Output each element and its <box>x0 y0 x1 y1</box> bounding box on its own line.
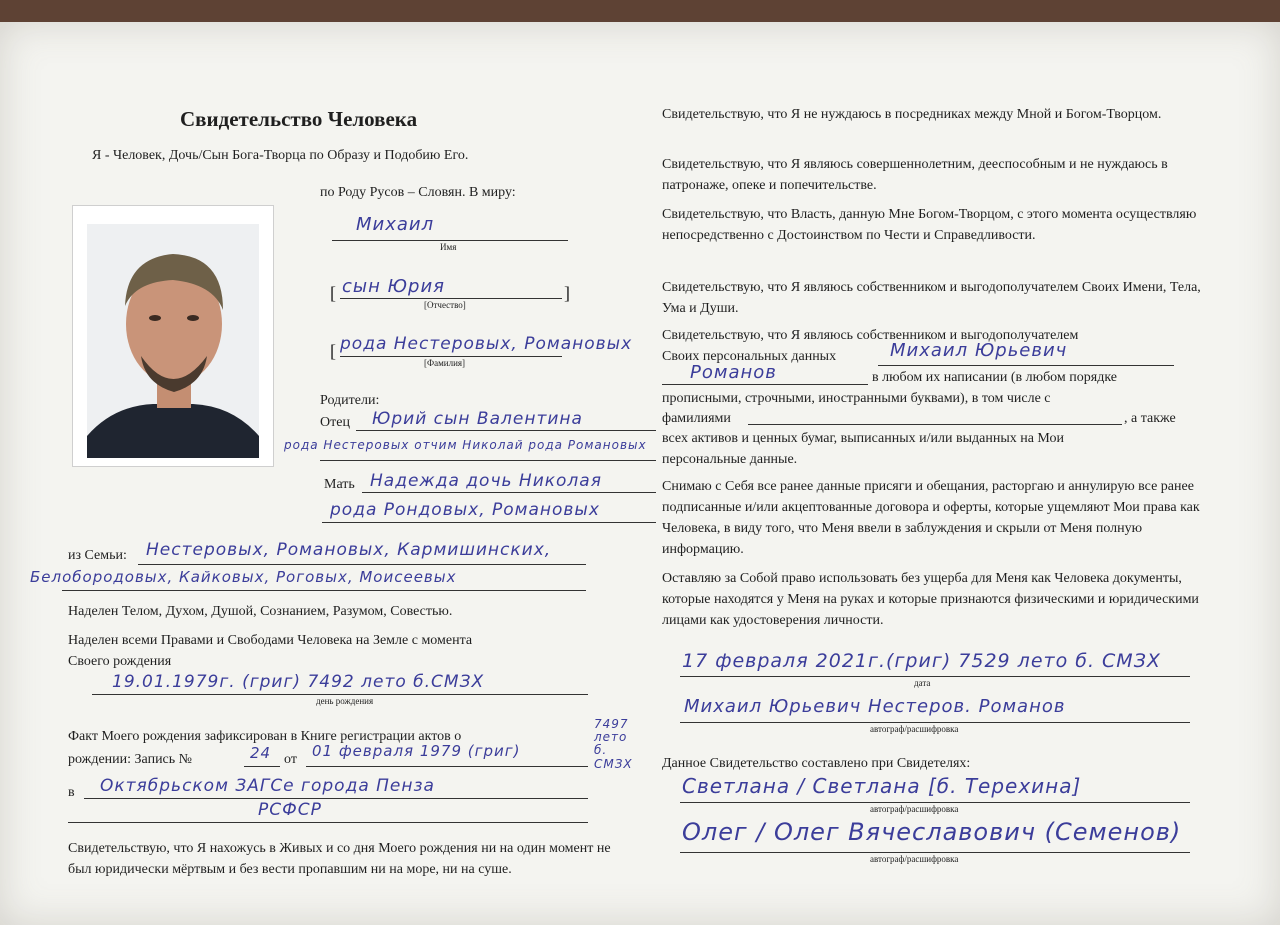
statement-1: Свидетельствую, что Я не нуждаюсь в посредниках между Мной и Богом-Творцом. <box>662 107 1162 122</box>
statement-5-line-1: Свидетельствую, что Я являюсь собственником и выгодополучателем <box>662 328 1079 343</box>
witness-2-caption: автограф/расшифровка <box>870 854 959 864</box>
name-underline <box>332 240 568 241</box>
statement-6: Снимаю с Себя все ранее данные присяги и обещания, расторгаю и аннулирую все ранее подписанные и/или акцептованные договора и оферты, которые ущемляют Мои права как Человека, в виду того, что Меня ввели в заблуждения и скрыли от Меня полную информацию. <box>662 479 1200 557</box>
registration-in-label: в <box>68 785 75 800</box>
rod-line: по Роду Русов – Словян. В миру: <box>320 185 516 200</box>
place-handwritten-2: РСФСР <box>258 800 322 820</box>
personal-data-handwritten-2: Романов <box>690 362 777 383</box>
endowed-line-1: Наделен Телом, Духом, Душой, Сознанием, Разумом, Совестью. <box>68 604 453 619</box>
registration-line-2a: рождении: Запись № <box>68 752 193 767</box>
bracket-close: ] <box>564 283 570 303</box>
statement-5-line-5a: фамилиями <box>662 411 731 426</box>
registration-line-2b: от <box>284 752 297 767</box>
statement-3: Свидетельствую, что Власть, данную Мне Богом-Творцом, с этого момента осуществляю непосредственно с Достоинством по Чести и Справедливости. <box>662 207 1197 243</box>
family-underline-1 <box>138 564 586 565</box>
family-underline-2 <box>62 590 586 591</box>
document-title: Свидетельство Человека <box>180 107 418 131</box>
father-handwritten-2: рода Нестеровых отчим Николай рода Романовых <box>284 438 647 452</box>
witness-1-handwritten: Светлана / Светлана [б. Терехина] <box>682 774 1082 798</box>
statement-5-line-4: прописными, строчными, иностранными буквами), в том числе с <box>662 391 1051 406</box>
parents-label: Родители: <box>320 393 380 408</box>
surname-underline <box>340 356 562 357</box>
birth-date-underline <box>92 694 588 695</box>
personal-data-handwritten-1: Михаил Юрьевич <box>890 340 1068 361</box>
registration-line-1: Факт Моего рождения зафиксирован в Книге регистрации актов о <box>68 729 462 744</box>
birth-date-caption: день рождения <box>316 696 374 706</box>
record-number-underline <box>244 766 280 767</box>
record-side-note: 7497 лето б. СМЗХ <box>594 717 633 771</box>
alive-statement: Свидетельствую, что Я нахожусь в Живых и со дня Моего рождения ни на один момент не был юридически мёртвым и без вести пропавшим ни на море, ни на суше. <box>68 841 611 877</box>
record-number-handwritten: 24 <box>250 744 272 762</box>
surname-handwritten: рода Нестеровых, Романовых <box>340 334 633 354</box>
witness-2-handwritten: Олег / Олег Вячеславович (Семенов) <box>682 818 1182 846</box>
statement-4: Свидетельствую, что Я являюсь собственником и выгодополучателем Своих Имени, Тела, Ума и Души. <box>662 280 1201 316</box>
mother-underline-2 <box>322 522 656 523</box>
father-handwritten-1: Юрий сын Валентина <box>372 409 583 429</box>
statement-5-line-2: Своих персональных данных <box>662 349 837 364</box>
signing-date-underline <box>680 676 1190 677</box>
place-underline-2 <box>68 822 588 823</box>
autograph-handwritten: Михаил Юрьевич Нестеров. Романов <box>684 696 1066 717</box>
document-subtitle: Я - Человек, Дочь/Сын Бога-Творца по Образу и Подобию Его. <box>92 148 469 163</box>
witness-2-underline <box>680 852 1190 853</box>
place-underline-1 <box>84 798 588 799</box>
father-underline-2 <box>320 460 656 461</box>
father-label: Отец <box>320 415 350 430</box>
signing-date-handwritten: 17 февраля 2021г.(григ) 7529 лето б. СМЗХ <box>682 650 1161 672</box>
patronymic-caption: [Отчество] <box>424 300 466 310</box>
personal-data-underline-1 <box>878 365 1174 366</box>
personal-data-underline-2 <box>662 384 868 385</box>
record-date-underline <box>306 766 588 767</box>
place-handwritten-1: Октябрьском ЗАГСе города Пенза <box>100 776 435 796</box>
family-label: из Семьи: <box>68 548 127 563</box>
patronymic-handwritten: сын Юрия <box>342 276 445 297</box>
name-caption: Имя <box>440 242 457 252</box>
record-date-handwritten: 01 февраля 1979 (григ) <box>312 742 521 760</box>
family-handwritten-2: Белобородовых, Кайковых, Роговых, Моисеевых <box>30 568 457 586</box>
name-handwritten: Михаил <box>356 214 435 235</box>
statement-5-line-6: всех активов и ценных бумаг, выписанных и/или выданных на Мои <box>662 431 1065 446</box>
statement-2: Свидетельствую, что Я являюсь совершеннолетним, дееспособным и не нуждаюсь в патронаже, опеке и попечительстве. <box>662 157 1168 193</box>
statement-5-line-3: в любом их написании (в любом порядке <box>872 370 1117 385</box>
mother-handwritten-2: рода Рондовых, Романовых <box>330 500 600 520</box>
patronymic-underline <box>340 298 562 299</box>
statement-5-line-5b: , а также <box>1124 411 1176 426</box>
statement-7: Оставляю за Собой право использовать без ущерба для Меня как Человека документы, которые находятся у Меня на руках и которые признаются физическими и юридическими лицами как удостоверения личности. <box>662 571 1199 628</box>
witness-1-underline <box>680 802 1190 803</box>
bracket-open: [ <box>330 283 336 303</box>
mother-underline-1 <box>362 492 656 493</box>
surname-caption: [Фамилия] <box>424 358 466 368</box>
portrait-photo <box>72 205 274 467</box>
father-underline-1 <box>356 430 656 431</box>
surnames-underline <box>748 424 1122 425</box>
family-handwritten-1: Нестеровых, Романовых, Кармишинских, <box>146 540 552 560</box>
mother-handwritten-1: Надежда дочь Николая <box>370 471 602 491</box>
autograph-caption: автограф/расшифровка <box>870 724 959 734</box>
witness-1-caption: автограф/расшифровка <box>870 804 959 814</box>
signing-date-caption: дата <box>914 678 931 688</box>
endowed-line-2: Наделен всеми Правами и Свободами Человека на Земле с момента <box>68 633 473 648</box>
endowed-line-3: Своего рождения <box>68 654 172 669</box>
witnesses-label: Данное Свидетельство составлено при Свидетелях: <box>662 756 971 771</box>
autograph-underline <box>680 722 1190 723</box>
birth-date-handwritten: 19.01.1979г. (григ) 7492 лето б.СМЗХ <box>112 672 485 692</box>
mother-label: Мать <box>324 477 355 492</box>
statement-5-line-7: персональные данные. <box>662 452 798 467</box>
background-edge <box>0 0 1280 24</box>
bracket-open-2: [ <box>330 341 336 361</box>
